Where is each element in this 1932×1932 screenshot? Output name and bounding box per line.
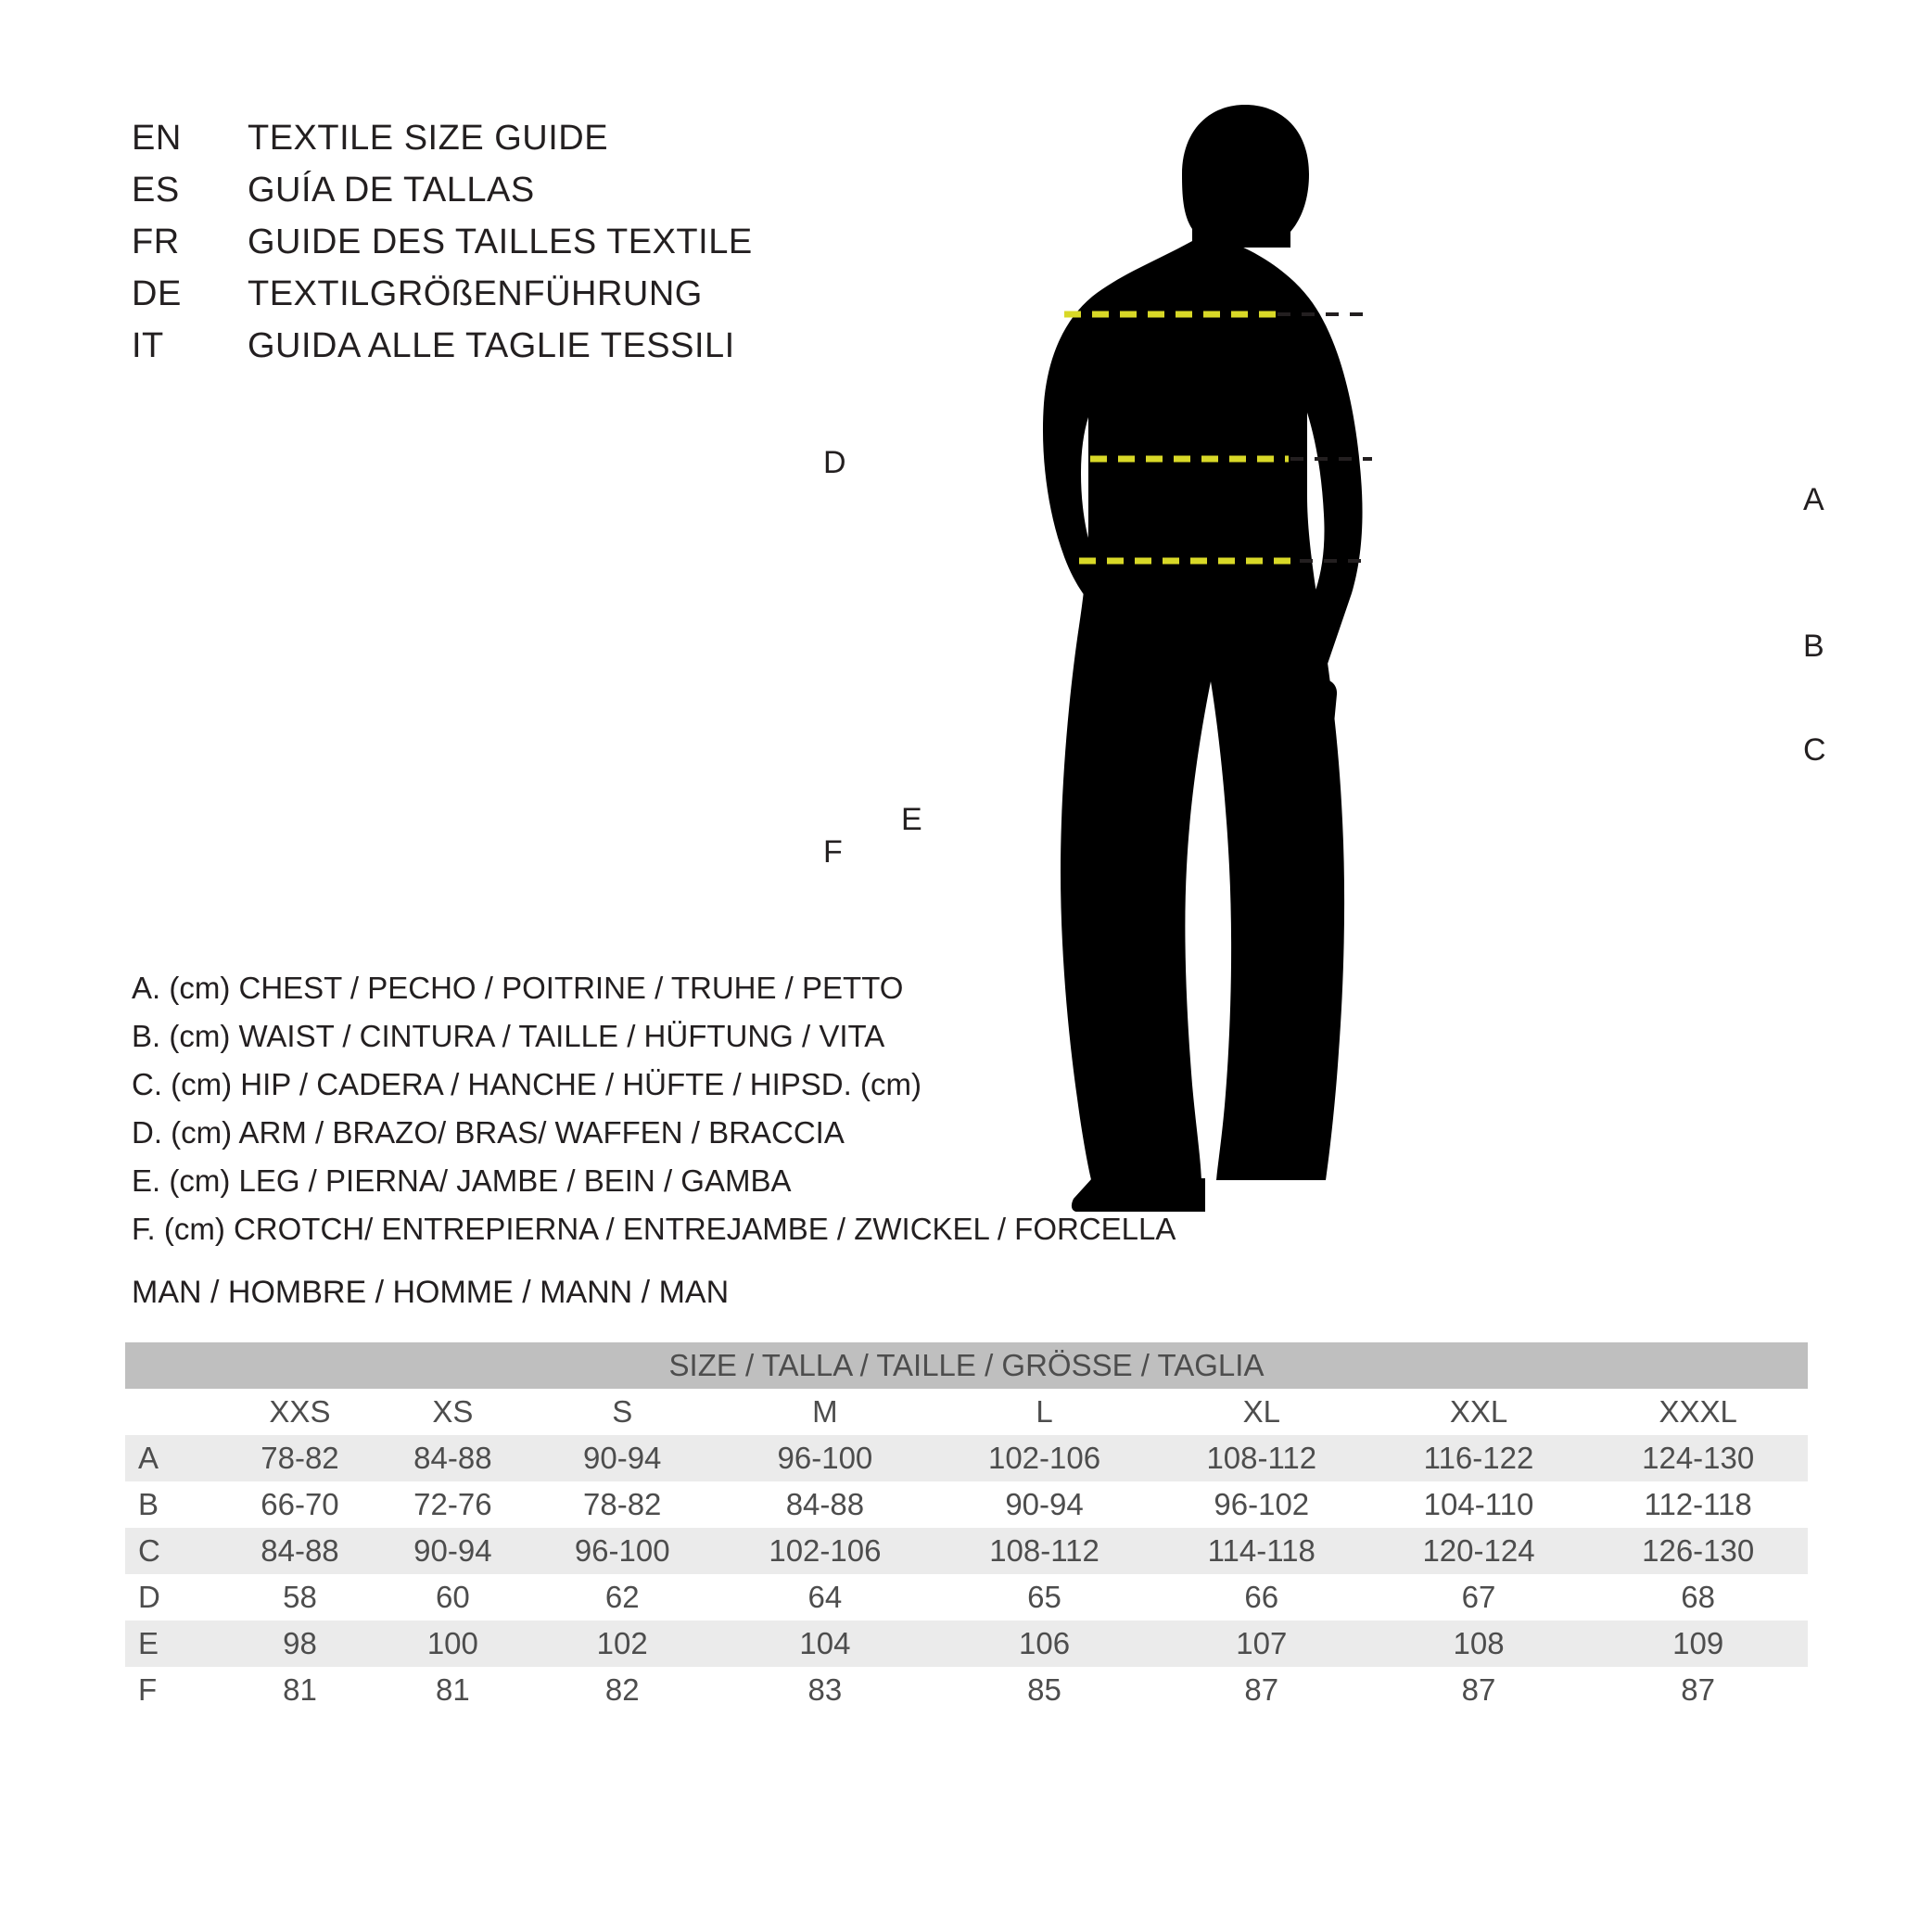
dimension-label-c: C bbox=[1803, 732, 1826, 768]
cell-e-m: 104 bbox=[716, 1621, 935, 1667]
language-code-fr: FR bbox=[132, 222, 180, 261]
table-row bbox=[125, 1528, 1808, 1574]
table-row bbox=[125, 1667, 1808, 1713]
cell-d-s: 62 bbox=[529, 1574, 716, 1621]
size-chart-table bbox=[125, 1342, 1808, 1713]
language-code-es: ES bbox=[132, 171, 180, 210]
cell-d-xxxl: 68 bbox=[1588, 1574, 1808, 1621]
cell-c-m: 102-106 bbox=[716, 1528, 935, 1574]
row-label-b: B bbox=[125, 1481, 223, 1528]
column-header-s: S bbox=[529, 1389, 716, 1435]
legend-item-b: B. (cm) WAIST / CINTURA / TAILLE / HÜFTUNG / VITA bbox=[132, 1019, 885, 1053]
column-header-xs: XS bbox=[376, 1389, 529, 1435]
legend-item-e: E. (cm) LEG / PIERNA/ JAMBE / BEIN / GAMBA bbox=[132, 1163, 792, 1198]
cell-b-xs: 72-76 bbox=[376, 1481, 529, 1528]
language-title-en: TEXTILE SIZE GUIDE bbox=[248, 119, 609, 158]
cell-d-xxl: 67 bbox=[1369, 1574, 1589, 1621]
cell-a-xs: 84-88 bbox=[376, 1435, 529, 1481]
language-title-fr: GUIDE DES TAILLES TEXTILE bbox=[248, 222, 753, 261]
cell-f-xxl: 87 bbox=[1369, 1667, 1589, 1713]
cell-a-xxs: 78-82 bbox=[223, 1435, 376, 1481]
language-row-de bbox=[132, 274, 966, 326]
language-code-de: DE bbox=[132, 274, 182, 313]
cell-a-m: 96-100 bbox=[716, 1435, 935, 1481]
cell-c-l: 108-112 bbox=[934, 1528, 1154, 1574]
legend-item-d: D. (cm) ARM / BRAZO/ BRAS/ WAFFEN / BRACCIA bbox=[132, 1115, 845, 1150]
cell-f-xs: 81 bbox=[376, 1667, 529, 1713]
table-row bbox=[125, 1621, 1808, 1667]
cell-a-l: 102-106 bbox=[934, 1435, 1154, 1481]
male-silhouette-figure bbox=[1020, 88, 1854, 1228]
language-row-it bbox=[132, 326, 966, 378]
row-label-c: C bbox=[125, 1528, 223, 1574]
cell-b-m: 84-88 bbox=[716, 1481, 935, 1528]
cell-d-m: 64 bbox=[716, 1574, 935, 1621]
language-title-de: TEXTILGRÖßENFÜHRUNG bbox=[248, 274, 703, 313]
cell-f-xxs: 81 bbox=[223, 1667, 376, 1713]
dimension-label-a: A bbox=[1803, 482, 1824, 517]
cell-f-s: 82 bbox=[529, 1667, 716, 1713]
language-title-it: GUIDA ALLE TAGLIE TESSILI bbox=[248, 326, 735, 365]
cell-d-xs: 60 bbox=[376, 1574, 529, 1621]
cell-f-l: 85 bbox=[934, 1667, 1154, 1713]
column-header-l: L bbox=[934, 1389, 1154, 1435]
cell-c-xxxl: 126-130 bbox=[1588, 1528, 1808, 1574]
silhouette-shape bbox=[1043, 105, 1363, 1212]
cell-c-xxl: 120-124 bbox=[1369, 1528, 1589, 1574]
table-row bbox=[125, 1574, 1808, 1621]
column-header-m: M bbox=[716, 1389, 935, 1435]
cell-b-l: 90-94 bbox=[934, 1481, 1154, 1528]
row-label-d: D bbox=[125, 1574, 223, 1621]
cell-d-l: 65 bbox=[934, 1574, 1154, 1621]
cell-b-xxl: 104-110 bbox=[1369, 1481, 1589, 1528]
cell-d-xl: 66 bbox=[1154, 1574, 1369, 1621]
cell-c-s: 96-100 bbox=[529, 1528, 716, 1574]
language-title-es: GUÍA DE TALLAS bbox=[248, 171, 535, 210]
column-header-xxxl: XXXL bbox=[1588, 1389, 1808, 1435]
language-row-fr bbox=[132, 222, 966, 274]
cell-f-m: 83 bbox=[716, 1667, 935, 1713]
gender-label: MAN / HOMBRE / HOMME / MANN / MAN bbox=[132, 1275, 730, 1310]
cell-a-xxxl: 124-130 bbox=[1588, 1435, 1808, 1481]
column-header-xxs: XXS bbox=[223, 1389, 376, 1435]
cell-a-xxl: 116-122 bbox=[1369, 1435, 1589, 1481]
row-label-a: A bbox=[125, 1435, 223, 1481]
cell-e-xs: 100 bbox=[376, 1621, 529, 1667]
language-code-en: EN bbox=[132, 119, 182, 158]
cell-a-s: 90-94 bbox=[529, 1435, 716, 1481]
table-row bbox=[125, 1435, 1808, 1481]
cell-e-xxs: 98 bbox=[223, 1621, 376, 1667]
row-label-e: E bbox=[125, 1621, 223, 1667]
dimension-label-e: E bbox=[901, 802, 922, 837]
cell-e-l: 106 bbox=[934, 1621, 1154, 1667]
cell-e-xl: 107 bbox=[1154, 1621, 1369, 1667]
column-header-xl: XL bbox=[1154, 1389, 1369, 1435]
dimension-label-b: B bbox=[1803, 629, 1824, 664]
table-band-title-row bbox=[125, 1342, 1808, 1389]
cell-b-xxxl: 112-118 bbox=[1588, 1481, 1808, 1528]
legend-item-c: C. (cm) HIP / CADERA / HANCHE / HÜFTE / HIPSD. (cm) bbox=[132, 1067, 922, 1101]
measurement-diagram bbox=[823, 88, 1854, 1228]
cell-f-xl: 87 bbox=[1154, 1667, 1369, 1713]
dimension-label-f: F bbox=[823, 834, 843, 870]
cell-a-xl: 108-112 bbox=[1154, 1435, 1369, 1481]
cell-c-xs: 90-94 bbox=[376, 1528, 529, 1574]
table-header-row bbox=[125, 1389, 1808, 1435]
legend-item-a: A. (cm) CHEST / PECHO / POITRINE / TRUHE / PETTO bbox=[132, 971, 904, 1005]
table-band-title: SIZE / TALLA / TAILLE / GRÖSSE / TAGLIA bbox=[125, 1342, 1808, 1389]
language-row-en bbox=[132, 119, 966, 171]
language-code-it: IT bbox=[132, 326, 164, 365]
table-row bbox=[125, 1481, 1808, 1528]
cell-c-xxs: 84-88 bbox=[223, 1528, 376, 1574]
legend-item-f: F. (cm) CROTCH/ ENTREPIERNA / ENTREJAMBE / ZWICKEL / FORCELLA bbox=[132, 1212, 1176, 1246]
cell-b-xl: 96-102 bbox=[1154, 1481, 1369, 1528]
cell-e-xxl: 108 bbox=[1369, 1621, 1589, 1667]
dimension-label-d: D bbox=[823, 445, 846, 480]
cell-c-xl: 114-118 bbox=[1154, 1528, 1369, 1574]
cell-f-xxxl: 87 bbox=[1588, 1667, 1808, 1713]
cell-b-s: 78-82 bbox=[529, 1481, 716, 1528]
language-row-es bbox=[132, 171, 966, 222]
cell-b-xxs: 66-70 bbox=[223, 1481, 376, 1528]
cell-d-xxs: 58 bbox=[223, 1574, 376, 1621]
cell-e-s: 102 bbox=[529, 1621, 716, 1667]
row-label-f: F bbox=[125, 1667, 223, 1713]
cell-e-xxxl: 109 bbox=[1588, 1621, 1808, 1667]
table-corner-cell bbox=[125, 1389, 223, 1435]
column-header-xxl: XXL bbox=[1369, 1389, 1589, 1435]
language-title-block bbox=[132, 119, 966, 378]
